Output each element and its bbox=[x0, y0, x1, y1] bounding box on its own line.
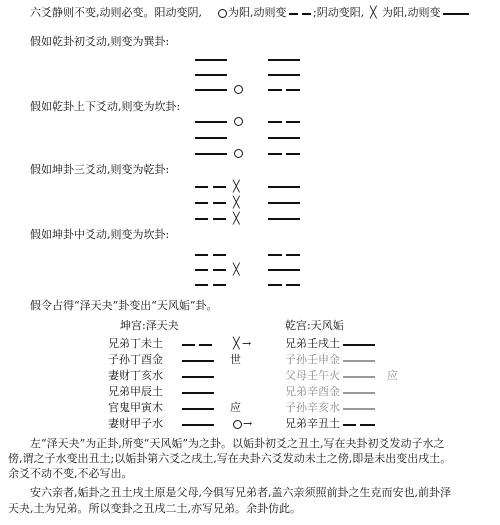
left-row-5: 官鬼甲寅木 bbox=[108, 401, 163, 414]
yin-line-icon bbox=[302, 13, 311, 15]
intro-text-4: 为阳,动则变 bbox=[382, 6, 441, 19]
intro-text-3: ;阴动变阳, bbox=[313, 6, 365, 19]
left-row-3: 妻财丁亥水 bbox=[108, 369, 163, 382]
palace-left-title: 坤宫:泽天夬 bbox=[120, 319, 179, 332]
moving-yang-icon bbox=[234, 117, 243, 126]
moving-yin-icon: ╳ bbox=[233, 337, 240, 350]
moving-yin-icon: ╳ bbox=[233, 196, 240, 209]
right-row-4: 兄弟辛酉金 bbox=[285, 385, 340, 398]
cross-symbol-icon: ╳ bbox=[370, 6, 377, 19]
left-row-2: 子孙丁酉金 bbox=[108, 353, 163, 366]
scenario-text: 假令占得“泽天夬”卦变出“天风姤”卦。 bbox=[30, 299, 218, 312]
example-2-caption: 假如乾卦上下爻动,则变为坎卦: bbox=[30, 100, 181, 113]
arrow-icon: → bbox=[243, 417, 253, 430]
palace-right-title: 乾宫:天风姤 bbox=[285, 319, 344, 332]
moving-yang-icon bbox=[233, 420, 242, 429]
yin-line-icon bbox=[289, 13, 298, 15]
example-4-caption: 假如坤卦中爻动,则变为坎卦: bbox=[30, 228, 170, 241]
yang-line-icon bbox=[443, 13, 469, 15]
ying-mark: 应 bbox=[387, 369, 398, 382]
right-row-6: 兄弟辛丑土 bbox=[285, 417, 340, 430]
circle-symbol-icon bbox=[218, 9, 227, 18]
intro-text-1: 六爻静则不变,动则必变。阳动变阴, bbox=[30, 6, 202, 19]
moving-yin-icon: ╳ bbox=[233, 263, 240, 276]
shi-mark: 世 bbox=[230, 353, 241, 366]
paragraph-2-line-2: 天夬,土为兄弟。所以变卦之丑戌二土,亦写兄弟。余卦仿此。 bbox=[8, 502, 301, 515]
right-row-3: 父母壬午火 bbox=[285, 369, 340, 382]
paragraph-1-line-2: 傍,谓之子水变出丑土;以姤卦第六爻之戌土,写在夬卦六爻发动未土之傍,即是未出变出戌土。 bbox=[8, 452, 452, 465]
left-row-4: 兄弟甲辰土 bbox=[108, 385, 163, 398]
paragraph-2-line-1: 安六亲者,姤卦之丑土戌土原是父母,今俱写兄弟者,盖六亲须照前卦之生克而安也,前卦泽 bbox=[30, 486, 451, 499]
ying-mark: 应 bbox=[230, 401, 241, 414]
moving-yang-icon bbox=[234, 85, 243, 94]
paragraph-1-line-1: 左“泽天夬”为正卦,所变“天风姤”为之卦。以姤卦初爻之丑土,写在夬卦初爻发动子水之 bbox=[30, 437, 445, 450]
paragraph-1-line-3: 余爻不动不变,不必写出。 bbox=[8, 467, 133, 480]
right-row-5: 子孙辛亥水 bbox=[285, 401, 340, 414]
moving-yin-icon: ╳ bbox=[233, 180, 240, 193]
intro-text-2: 为阳,动则变 bbox=[228, 6, 287, 19]
right-row-2: 子孙壬申金 bbox=[285, 353, 340, 366]
right-row-1: 兄弟壬戌土 bbox=[285, 337, 340, 350]
moving-yin-icon: ╳ bbox=[233, 212, 240, 225]
arrow-icon: → bbox=[242, 337, 252, 350]
left-row-6: 妻财甲子水 bbox=[108, 417, 163, 430]
left-row-1: 兄弟丁未土 bbox=[108, 337, 163, 350]
example-3-caption: 假如坤卦三爻动,则变为乾卦: bbox=[30, 163, 170, 176]
moving-yang-icon bbox=[234, 149, 243, 158]
example-1-caption: 假如乾卦初爻动,则变为巽卦: bbox=[30, 35, 170, 48]
